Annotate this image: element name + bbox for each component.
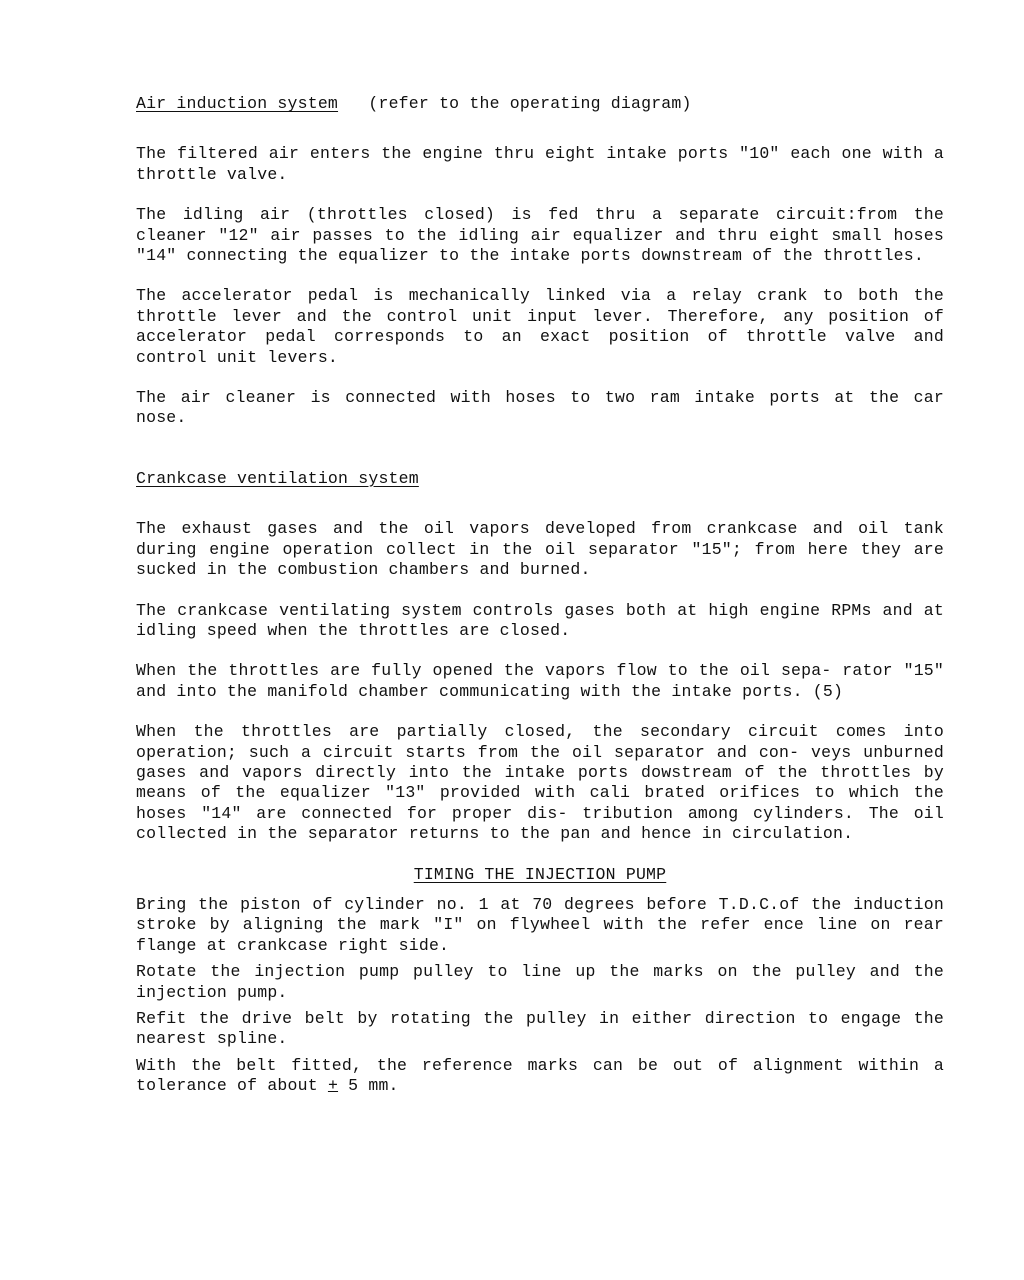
paragraph <box>136 1056 944 1097</box>
document-page <box>136 94 944 1097</box>
paragraph: The air cleaner is connected with hoses to two ram intake ports at the car nose. <box>136 388 944 428</box>
tolerance-text: With the belt fitted, the reference marks can be out of alignment within a tolerance of about <box>136 1055 944 1096</box>
paragraph: When the throttles are partially closed, the secondary circuit comes into operation; such a circuit starts from the oil separator and con- veys unburned gases and vapors directly into the intake ports dowstream of the throttles by means of the equalizer "13" provided with cali brated orifices to which the hoses "14" are connected for proper dis- tribution among cylinders. The oil collected in the separator returns to the pan and hence in circulation. <box>136 722 944 844</box>
paragraph: The crankcase ventilating system controls gases both at high engine RPMs and at idling speed when the throttles are closed. <box>136 600 944 640</box>
tolerance-value: 5 mm. <box>338 1076 399 1096</box>
paragraph: Bring the piston of cylinder no. 1 at 70 degrees before T.D.C.of the induction stroke by aligning the mark "I" on flywheel with the refer ence line on rear flange at crankcase right side. <box>136 894 944 955</box>
air-induction-note: (refer to the operating diagram) <box>368 94 692 113</box>
plus-minus-symbol: + <box>327 1076 339 1096</box>
paragraph: The idling air (throttles closed) is fed thru a separate circuit:from the cleaner "12" air passes to the idling air equalizer and thru eight small hoses "14" connecting the equalizer to the intake ports downstream of the throttles. <box>136 205 944 266</box>
air-induction-title: Air induction system <box>136 94 339 113</box>
paragraph: The exhaust gases and the oil vapors developed from crankcase and oil tank during engine operation collect in the oil separator "15"; from here they are sucked in the combustion chambers and burned. <box>136 519 944 580</box>
paragraph: Rotate the injection pump pulley to line up the marks on the pulley and the injection pump. <box>136 962 944 1002</box>
timing-title: TIMING THE INJECTION PUMP <box>413 864 667 884</box>
paragraph: When the throttles are fully opened the vapors flow to the oil sepa- rator "15" and into the manifold chamber communicating with the intake ports. (5) <box>136 661 944 701</box>
timing-heading <box>136 865 944 885</box>
crankcase-heading <box>136 469 944 489</box>
paragraph: The accelerator pedal is mechanically linked via a relay crank to both the throttle lever and the control unit input lever. Therefore, any position of accelerator pedal corresponds to an exact position of throttle valve and control unit levers. <box>136 286 944 367</box>
paragraph: Refit the drive belt by rotating the pulley in either direction to engage the nearest spline. <box>136 1009 944 1049</box>
air-induction-heading <box>136 94 944 114</box>
crankcase-title: Crankcase ventilation system <box>136 468 419 488</box>
paragraph: The filtered air enters the engine thru eight intake ports "10" each one with a throttle valve. <box>136 144 944 184</box>
